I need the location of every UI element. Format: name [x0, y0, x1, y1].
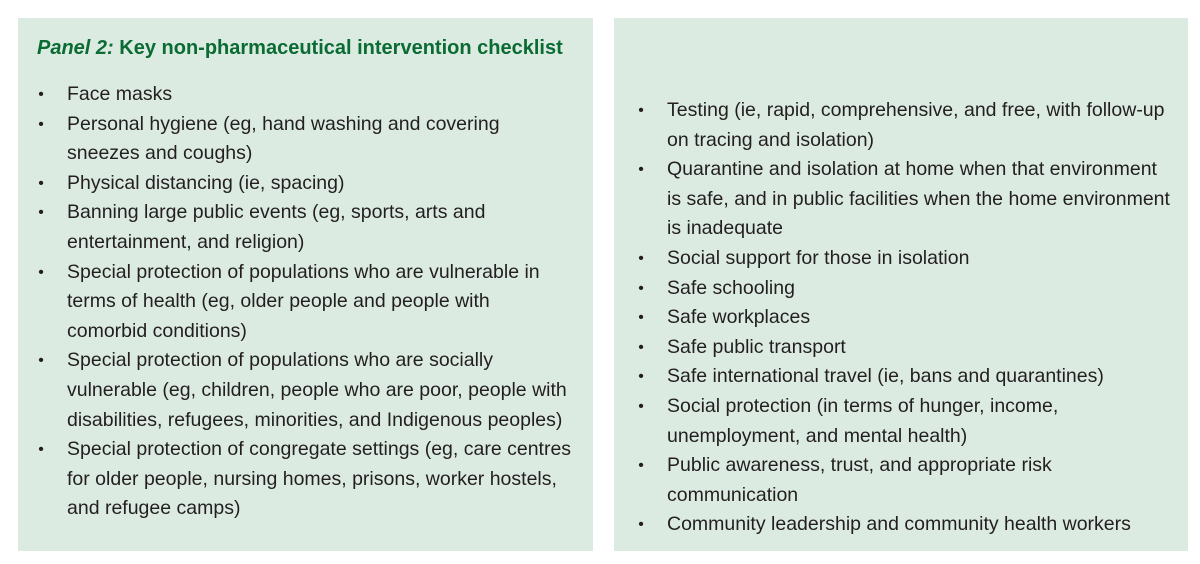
bullet-icon: •: [638, 368, 644, 386]
bullet-icon: •: [638, 279, 644, 297]
list-item-text: Personal hygiene (eg, hand washing and covering sneezes and coughs): [67, 112, 500, 165]
list-item: [635, 303, 1175, 333]
list-item: [635, 244, 1175, 274]
list-item: [635, 155, 1175, 244]
list-item: [35, 435, 575, 524]
list-item: [635, 451, 1175, 510]
panel-title-text: Key non-pharmaceutical intervention checklist: [119, 37, 563, 59]
list-item: [635, 96, 1175, 155]
list-item-text: Community leadership and community health workers: [667, 513, 1131, 536]
list-item: [35, 198, 575, 257]
intervention-list-left: [35, 80, 575, 524]
list-item-text: Safe international travel (ie, bans and quarantines): [667, 365, 1104, 388]
bullet-icon: •: [38, 115, 44, 133]
list-item: [635, 333, 1175, 363]
list-item: [635, 362, 1175, 392]
list-item-text: Banning large public events (eg, sports, arts and entertainment, and religion): [67, 201, 486, 253]
list-item-text: Physical distancing (ie, spacing): [67, 171, 345, 194]
bullet-icon: •: [638, 397, 644, 415]
checklist-panel-left: [18, 18, 593, 551]
list-item-text: Special protection of populations who are socially vulnerable (eg, children, people who are poor, people with disabilities, refugees, minorities, and Indigenous peoples): [67, 349, 567, 431]
list-item: [635, 274, 1175, 304]
list-item-text: Safe public transport: [667, 335, 846, 358]
bullet-icon: •: [638, 161, 644, 179]
list-item: [35, 258, 575, 347]
list-item-text: Quarantine and isolation at home when that environment is safe, and in public facilities when the home environment is inadequate: [667, 158, 1170, 240]
list-item: [35, 346, 575, 435]
bullet-icon: •: [38, 204, 44, 222]
bullet-icon: •: [38, 86, 44, 103]
list-item: [35, 80, 575, 110]
list-item-text: Special protection of populations who are vulnerable in terms of health (eg, older people and people with comorbid conditions): [67, 260, 540, 342]
intervention-list-right: [635, 96, 1175, 540]
bullet-icon: •: [638, 249, 644, 267]
bullet-icon: •: [638, 516, 644, 534]
bullet-icon: •: [638, 457, 644, 475]
list-item-text: Social protection (in terms of hunger, income, unemployment, and mental health): [667, 394, 1059, 447]
list-item-text: Safe workplaces: [667, 306, 811, 329]
list-item-text: Public awareness, trust, and appropriate risk communication: [667, 454, 1052, 506]
list-item: [35, 169, 575, 199]
bullet-icon: •: [38, 441, 44, 459]
list-item: [35, 110, 575, 169]
list-item-text: Safe schooling: [667, 276, 795, 299]
bullet-icon: •: [38, 263, 44, 281]
list-item-text: Testing (ie, rapid, comprehensive, and free, with follow-up on tracing and isolation): [667, 99, 1165, 151]
bullet-icon: •: [38, 174, 44, 192]
list-item-text: Social support for those in isolation: [667, 246, 970, 269]
list-item-text: Special protection of congregate settings (eg, care centres for older people, nursing homes, prisons, worker hostels, and refugee camps): [67, 438, 572, 520]
checklist-panel-right: [614, 18, 1188, 551]
bullet-icon: •: [638, 309, 644, 327]
list-item-text: Face masks: [67, 83, 173, 105]
bullet-icon: •: [638, 102, 644, 119]
list-item: [635, 392, 1175, 451]
bullet-icon: •: [638, 338, 644, 356]
bullet-icon: •: [38, 352, 44, 370]
panel-number-label: Panel 2:: [37, 37, 114, 59]
panel-title: [37, 35, 563, 61]
list-item: [635, 510, 1175, 540]
